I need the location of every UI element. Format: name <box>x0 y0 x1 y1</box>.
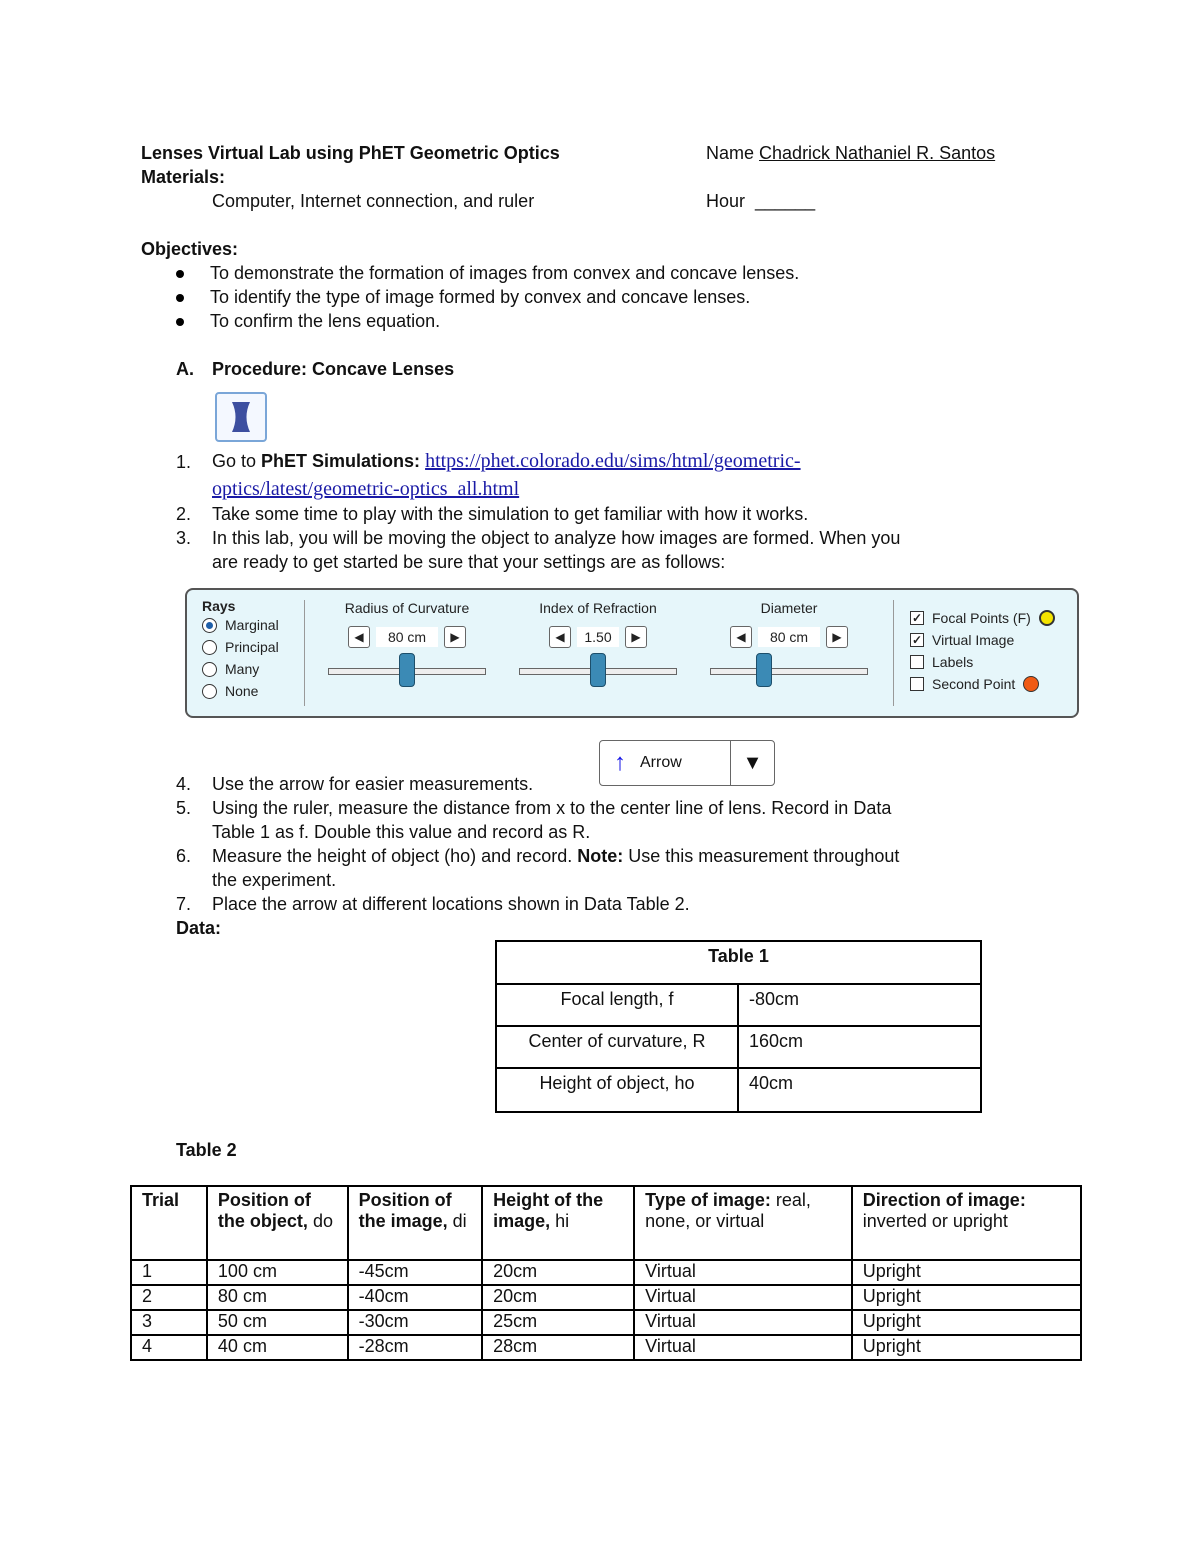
slider-track[interactable] <box>710 668 868 675</box>
table-cell: -40cm <box>348 1285 483 1310</box>
step-number: 7. <box>176 894 192 914</box>
second-point-checkbox[interactable] <box>910 673 1055 695</box>
table-cell: 40 cm <box>207 1335 348 1360</box>
step-2: Take some time to play with the simulation to get familiar with how it works. <box>212 504 809 524</box>
table-cell: Upright <box>852 1335 1081 1360</box>
ray-option-many[interactable] <box>202 658 279 680</box>
name-line <box>706 143 995 164</box>
table-cell: 80 cm <box>207 1285 348 1310</box>
data-label: Data: <box>176 918 222 938</box>
table-row <box>131 1285 1081 1310</box>
step-3-cont: are ready to get started be sure that your settings are as follows: <box>212 552 726 572</box>
hour-value: ______ <box>755 191 816 211</box>
table-cell: 100 cm <box>207 1260 348 1285</box>
checkbox-label: Labels <box>932 654 974 670</box>
step-6 <box>212 846 899 867</box>
doc-title: Lenses Virtual Lab using PhET Geometric Optics <box>141 143 560 163</box>
virtual-image-checkbox[interactable] <box>910 629 1055 651</box>
step-6-cont: the experiment. <box>212 870 337 890</box>
table-cell: Height of object, ho <box>496 1068 738 1112</box>
index-control <box>518 600 678 675</box>
table-header <box>348 1186 483 1260</box>
selected-object: Arrow <box>640 754 682 771</box>
objectives-label: Objectives: <box>141 239 239 259</box>
table-cell: Focal length, f <box>496 984 738 1026</box>
table-cell: Virtual <box>634 1260 852 1285</box>
step-7: Place the arrow at different locations shown in Data Table 2. <box>212 894 690 914</box>
table-cell: Upright <box>852 1310 1081 1335</box>
header-text: inverted or upright <box>862 1211 1008 1231</box>
table-1 <box>495 940 982 1113</box>
control-label: Diameter <box>760 600 818 616</box>
header-bold: Position of the image, <box>358 1190 452 1231</box>
table-cell: Virtual <box>634 1285 852 1310</box>
header-bold: Height of the image, <box>493 1190 604 1231</box>
phet-link[interactable]: https://phet.colorado.edu/sims/html/geometric- <box>425 450 801 472</box>
materials-text: Computer, Internet connection, and ruler <box>212 191 535 211</box>
step-3: In this lab, you will be moving the object to analyze how images are formed. When you <box>212 528 901 548</box>
table-cell: 20cm <box>482 1260 634 1285</box>
control-value: 80 cm <box>758 627 820 647</box>
table-row <box>131 1310 1081 1335</box>
table-cell: 3 <box>131 1310 207 1335</box>
checkbox-icon <box>910 677 924 691</box>
table-cell: -80cm <box>738 984 981 1026</box>
step-number: 2. <box>176 504 192 524</box>
table-cell: Virtual <box>634 1310 852 1335</box>
slider-track[interactable] <box>328 668 486 675</box>
checkbox-label: Focal Points (F) <box>932 610 1031 626</box>
materials-label: Materials: <box>141 167 226 187</box>
increment-button[interactable]: ▶ <box>826 626 848 648</box>
header-bold: Trial <box>142 1190 180 1210</box>
table-cell: 25cm <box>482 1310 634 1335</box>
ray-option-marginal[interactable] <box>202 614 279 636</box>
objective-item: To demonstrate the formation of images from convex and concave lenses. <box>210 263 800 283</box>
checkmark-icon: ✓ <box>911 633 923 647</box>
options-group <box>910 607 1055 695</box>
header-text: do <box>307 1211 333 1231</box>
slider-track[interactable] <box>519 668 677 675</box>
name-label: Name <box>706 143 755 163</box>
table-header <box>207 1186 348 1260</box>
table-2 <box>130 1185 1082 1361</box>
table-cell: 20cm <box>482 1285 634 1310</box>
slider-thumb[interactable] <box>399 653 415 687</box>
step-5: Using the ruler, measure the distance from x to the center line of lens. Record in Data <box>212 798 892 818</box>
checkbox-icon <box>910 655 924 669</box>
bullet-icon <box>176 318 184 326</box>
step-number: 5. <box>176 798 192 818</box>
radio-label: Marginal <box>225 617 279 633</box>
focal-points-checkbox[interactable] <box>910 607 1055 629</box>
divider <box>893 600 894 706</box>
hour-label: Hour <box>706 191 746 211</box>
radio-icon <box>202 618 217 633</box>
table-cell: Center of curvature, R <box>496 1026 738 1068</box>
table-cell: 2 <box>131 1285 207 1310</box>
increment-button[interactable]: ▶ <box>444 626 466 648</box>
header-text: real, none, or virtual <box>645 1190 811 1231</box>
table-cell: 4 <box>131 1335 207 1360</box>
radio-icon <box>202 640 217 655</box>
step-text: Measure the height of object (ho) and record. <box>212 846 578 866</box>
step-number: 6. <box>176 846 192 866</box>
decrement-button[interactable]: ◀ <box>730 626 752 648</box>
checkbox-label: Virtual Image <box>932 632 1015 648</box>
step-number: 1. <box>176 452 192 472</box>
header-bold: Position of the object, <box>217 1190 311 1231</box>
step-5-cont: Table 1 as f. Double this value and record as R. <box>212 822 591 842</box>
header-bold: Type of image: <box>645 1190 771 1210</box>
table-cell: 28cm <box>482 1335 634 1360</box>
table-row <box>131 1260 1081 1285</box>
labels-checkbox[interactable] <box>910 651 1055 673</box>
radio-icon <box>202 662 217 677</box>
focal-point-dot-icon <box>1039 610 1055 626</box>
objective-item: To identify the type of image formed by convex and concave lenses. <box>210 287 751 307</box>
table-cell: Upright <box>852 1285 1081 1310</box>
name-value: Chadrick Nathaniel R. Santos <box>759 143 996 163</box>
table-cell: -30cm <box>348 1310 483 1335</box>
control-value: 80 cm <box>376 627 438 647</box>
chevron-down-icon[interactable]: ▼ <box>730 741 774 785</box>
decrement-button[interactable]: ◀ <box>348 626 370 648</box>
radio-icon <box>202 684 217 699</box>
table-2-title: Table 2 <box>176 1140 237 1160</box>
step-number: 3. <box>176 528 192 548</box>
phet-settings-panel <box>185 588 1079 718</box>
ray-option-principal[interactable] <box>202 636 279 658</box>
control-value: 1.50 <box>577 627 619 647</box>
concave-lens-icon <box>215 392 267 442</box>
note-label: Note: <box>577 846 624 866</box>
checkbox-label: Second Point <box>932 676 1016 692</box>
slider-thumb[interactable] <box>756 653 772 687</box>
step-bold: PhET Simulations: <box>261 451 421 471</box>
diameter-control <box>709 600 869 675</box>
table-header <box>131 1186 207 1260</box>
second-point-dot-icon <box>1023 676 1039 692</box>
table-header <box>634 1186 852 1260</box>
rays-label: Rays <box>202 598 236 614</box>
step-text: Use this measurement throughout <box>623 846 900 866</box>
divider <box>304 600 305 706</box>
table-row <box>131 1335 1081 1360</box>
table-cell: Upright <box>852 1260 1081 1285</box>
object-select-dropdown[interactable] <box>599 740 775 786</box>
control-label: Radius of Curvature <box>344 600 470 616</box>
table-cell: Virtual <box>634 1335 852 1360</box>
table-cell: 160cm <box>738 1026 981 1068</box>
radius-control <box>327 600 487 675</box>
table-title: Table 1 <box>496 941 981 984</box>
radio-label: Many <box>225 661 260 677</box>
increment-button[interactable]: ▶ <box>625 626 647 648</box>
step-1 <box>212 450 801 473</box>
slider-thumb[interactable] <box>590 653 606 687</box>
phet-link-continued[interactable]: optics/latest/geometric-optics_all.html <box>212 478 520 500</box>
header-text: hi <box>550 1211 570 1231</box>
table-header <box>852 1186 1081 1260</box>
header-bold: Direction of image: <box>862 1190 1026 1210</box>
table-cell: 50 cm <box>207 1310 348 1335</box>
table-cell: -45cm <box>348 1260 483 1285</box>
table-header <box>482 1186 634 1260</box>
bullet-icon <box>176 294 184 302</box>
ray-option-none[interactable] <box>202 680 279 702</box>
objective-item: To confirm the lens equation. <box>210 311 441 331</box>
hour-line <box>706 191 815 212</box>
decrement-button[interactable]: ◀ <box>549 626 571 648</box>
step-number: 4. <box>176 774 192 794</box>
step-4: Use the arrow for easier measurements. <box>212 774 534 794</box>
checkmark-icon: ✓ <box>911 611 923 625</box>
table-cell: 40cm <box>738 1068 981 1112</box>
step-text: Go to <box>212 451 262 471</box>
table-cell: 1 <box>131 1260 207 1285</box>
radio-label: None <box>225 683 259 699</box>
control-label: Index of Refraction <box>539 600 657 616</box>
header-text: di <box>447 1211 467 1231</box>
rays-group <box>202 598 279 702</box>
arrow-up-icon: ↑ <box>614 749 626 776</box>
radio-label: Principal <box>225 639 279 655</box>
table-cell: -28cm <box>348 1335 483 1360</box>
table-row <box>496 1068 981 1112</box>
table-row <box>496 1026 981 1068</box>
section-letter: A. <box>176 359 194 379</box>
table-row <box>496 984 981 1026</box>
bullet-icon <box>176 270 184 278</box>
section-title: Procedure: Concave Lenses <box>212 359 455 379</box>
